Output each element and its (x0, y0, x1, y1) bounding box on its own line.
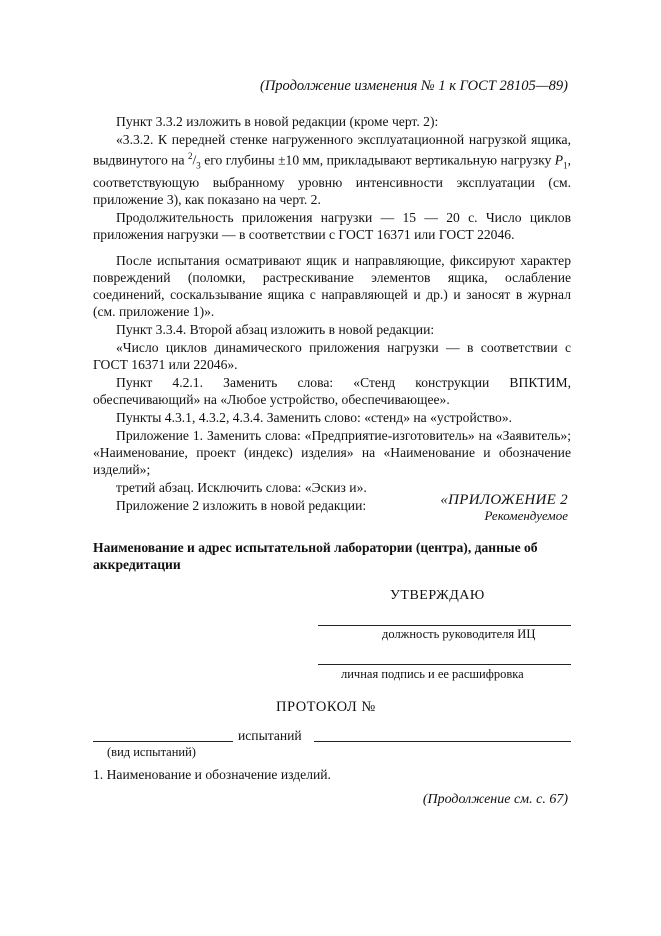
appendix-title: «ПРИЛОЖЕНИЕ 2 (440, 492, 568, 508)
paragraph-9: Приложение 1. Заменить слова: «Предприятие-изготовитель» на «Заявитель»; «Наименование, проект (индекс) изделия» на «Наименование и обозначение изделий»; (93, 428, 571, 478)
signature-caption: личная подпись и ее расшифровка (341, 667, 524, 681)
paragraph-5: Пункт 3.3.4. Второй абзац изложить в новой редакции: (116, 322, 435, 338)
paragraph-7: Пункт 4.2.1. Заменить слова: «Стенд конструкции ВПКТИМ, обеспечивающий» на «Любое устройство, обеспечивающее». (93, 375, 571, 408)
paragraph-2-part-c: , соответствующую выбранному уровню интенсивности эксплуатации (см. приложение 3), как показано на черт. 2. (93, 152, 571, 208)
paragraph-3: Продолжительность приложения нагрузки — 15 — 20 с. Число циклов приложения нагрузки — в соответствии с ГОСТ 16371 или ГОСТ 22046. (93, 210, 571, 243)
item-1: 1. Наименование и обозначение изделий. (93, 767, 331, 782)
appendix-subtitle: Рекомендуемое (484, 508, 568, 523)
load-subscript: 1 (563, 160, 568, 171)
approve-label: УТВЕРЖДАЮ (390, 588, 485, 603)
paragraph-6: «Число циклов динамического приложения нагрузки — в соответствии с ГОСТ 16371 или 22046». (93, 340, 571, 373)
fraction-denominator: 3 (196, 160, 201, 171)
footer-continued: (Продолжение см. с. 67) (422, 792, 568, 807)
test-type-caption: (вид испытаний) (107, 745, 196, 759)
position-caption: должность руководителя ИЦ (382, 627, 536, 641)
paragraph-2: «3.3.2. К передней стенке нагруженного эксплуатационной нагрузкой ящика, выдвинутого на $^2/_3$ его глубины ±10 мм, прикладывают вертикальную нагрузку $P_1$, соответствующую выбранному уровню интенсивности эксплуатации (см. приложение 3), как показано на черт. 2. (93, 132, 571, 208)
paragraph-2-part-a: «3.3.2. К передней стенке нагруженного эксплуатационной нагрузкой ящика, выдвинутого на (93, 132, 571, 168)
paragraph-1: Пункт 3.3.2 изложить в новой редакции (кроме черт. 2): (116, 114, 439, 129)
fraction-numerator: 2 (188, 151, 193, 161)
paragraph-11: Приложение 2 изложить в новой редакции: (116, 498, 367, 514)
tests-line (314, 741, 571, 742)
body-text (93, 113, 571, 514)
signature-line (318, 664, 571, 665)
protocol-title: ПРОТОКОЛ № (276, 699, 376, 715)
tests-word: испытаний (238, 728, 302, 743)
test-type-line (93, 741, 233, 742)
lab-heading: Наименование и адрес испытательной лаборатории (центра), данные об аккредитации (93, 540, 538, 572)
paragraph-4: После испытания осматривают ящик и направляющие, фиксируют характер повреждений (поломки, растрескивание элементов ящика, ослабление соединений, соскальзывание ящика с направляющей и др.) и заносят в журнал (см. приложение 1)». (93, 253, 571, 320)
header-continuation: (Продолжение изменения № 1 к ГОСТ 28105—89) (259, 78, 568, 94)
paragraph-10: третий абзац. Исключить слова: «Эскиз и». (116, 480, 367, 496)
position-line (318, 625, 571, 626)
paragraph-8: Пункты 4.3.1, 4.3.2, 4.3.4. Заменить слово: «стенд» на «устройство». (116, 410, 513, 426)
load-symbol: P (554, 152, 564, 168)
paragraph-2-part-b: его глубины ±10 мм, прикладывают вертикальную нагрузку (200, 152, 555, 168)
